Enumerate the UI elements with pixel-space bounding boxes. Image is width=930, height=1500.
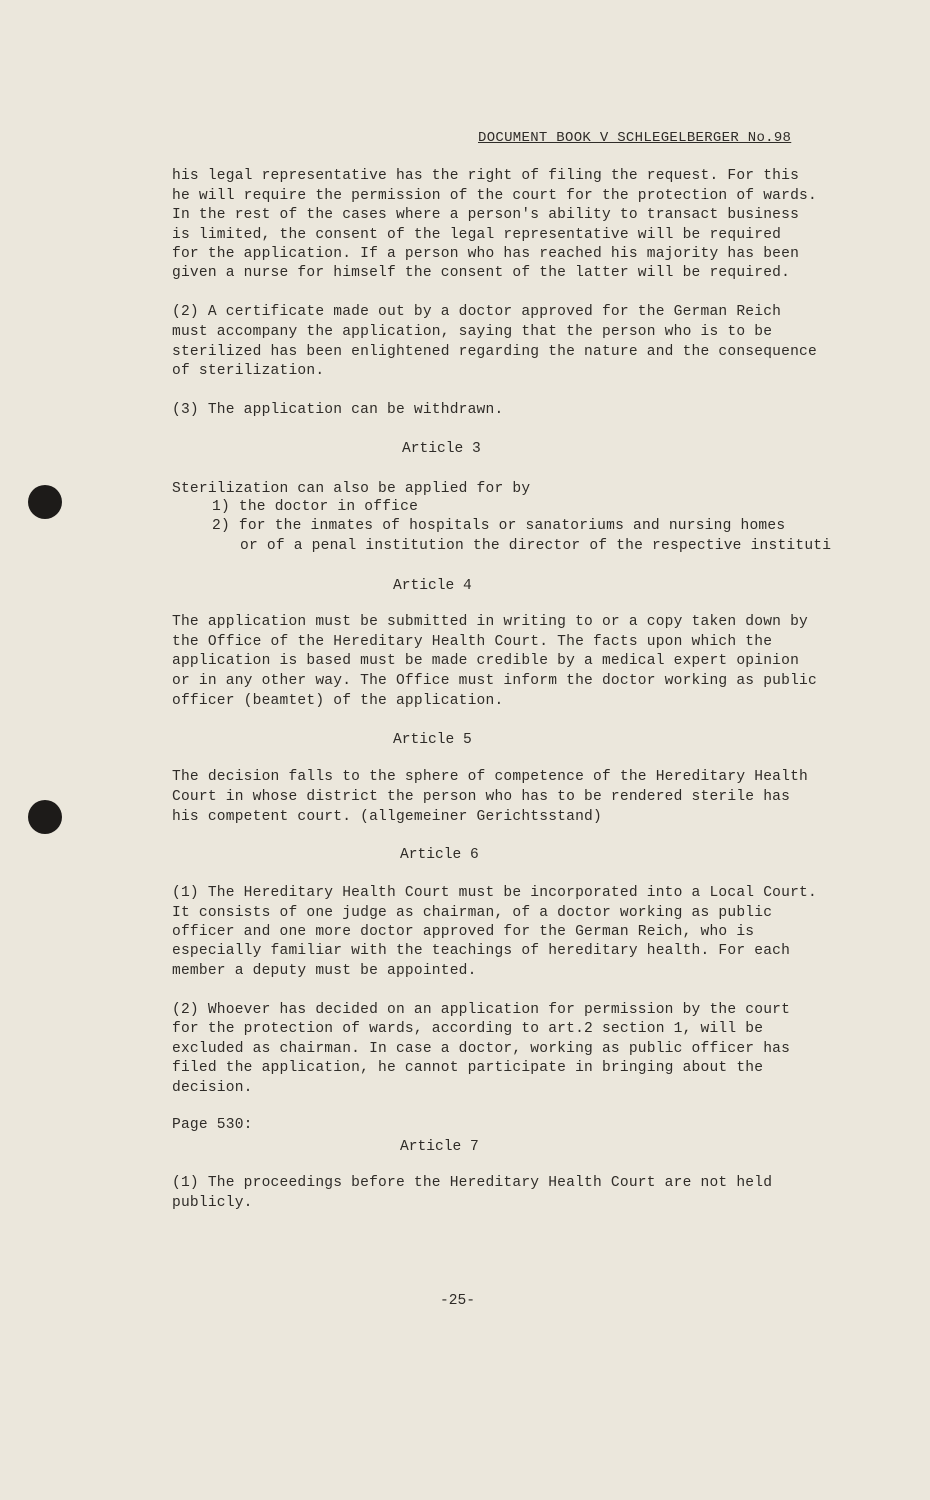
article-heading: Article 6 (400, 847, 479, 863)
article-heading: Article 7 (400, 1139, 479, 1155)
text-line: the Office of the Hereditary Health Court. The facts upon which the (172, 634, 773, 650)
punch-hole (28, 800, 62, 834)
text-line: for the application. If a person who has reached his majority has been (172, 246, 800, 262)
text-line: given a nurse for himself the consent of the latter will be required. (172, 265, 791, 281)
text-line: or in any other way. The Office must inform the doctor working as public (172, 673, 817, 689)
text-line: application is based must be made credible by a medical expert opinion (172, 653, 800, 669)
document-header: DOCUMENT BOOK V SCHLEGELBERGER No.98 (478, 130, 792, 146)
text-line: of sterilization. (172, 363, 325, 379)
text-line: filed the application, he cannot participate in bringing about the (172, 1060, 764, 1076)
text-line: excluded as chairman. In case a doctor, working as public officer has (172, 1041, 791, 1057)
text-line: decision. (172, 1080, 253, 1096)
text-line: his competent court. (allgemeiner Gerichtsstand) (172, 809, 602, 825)
text-line: is limited, the consent of the legal representative will be required (172, 227, 782, 243)
text-line: sterilized has been enlightened regarding the nature and the consequence (172, 344, 817, 360)
page-number: -25- (440, 1293, 476, 1309)
text-line: publicly. (172, 1195, 253, 1211)
article-heading: Article 5 (393, 732, 472, 748)
text-line: especially familiar with the teachings of hereditary health. For each (172, 943, 791, 959)
page-reference: Page 530: (172, 1117, 253, 1133)
text-line: Court in whose district the person who has to be rendered sterile has (172, 789, 791, 805)
list-item: or of a penal institution the director of the respective instituti (240, 538, 832, 554)
text-line: The application must be submitted in writing to or a copy taken down by (172, 614, 808, 630)
text-line: In the rest of the cases where a person's ability to transact business (172, 207, 800, 223)
text-line: It consists of one judge as chairman, of a doctor working as public (172, 905, 773, 921)
list-item: 1) the doctor in office (212, 499, 419, 515)
text-line: officer and one more doctor approved for the German Reich, who is (172, 924, 755, 940)
article-heading: Article 4 (393, 578, 472, 594)
text-line: (1) The proceedings before the Hereditary Health Court are not held (172, 1175, 773, 1191)
text-line: The decision falls to the sphere of competence of the Hereditary Health (172, 769, 808, 785)
article-heading: Article 3 (402, 441, 481, 457)
text-line: (3) The application can be withdrawn. (172, 402, 504, 418)
punch-hole (28, 485, 62, 519)
text-line: he will require the permission of the court for the protection of wards. (172, 188, 817, 204)
text-line: (2) Whoever has decided on an application for permission by the court (172, 1002, 791, 1018)
text-line: (2) A certificate made out by a doctor approved for the German Reich (172, 304, 782, 320)
text-line: his legal representative has the right of filing the request. For this (172, 168, 800, 184)
text-line: for the protection of wards, according to art.2 section 1, will be (172, 1021, 764, 1037)
list-item: 2) for the inmates of hospitals or sanatoriums and nursing homes (212, 518, 786, 534)
text-line: member a deputy must be appointed. (172, 963, 477, 979)
text-line: Sterilization can also be applied for by (172, 481, 531, 497)
text-line: officer (beamtet) of the application. (172, 693, 504, 709)
text-line: (1) The Hereditary Health Court must be incorporated into a Local Court. (172, 885, 817, 901)
text-line: must accompany the application, saying that the person who is to be (172, 324, 773, 340)
